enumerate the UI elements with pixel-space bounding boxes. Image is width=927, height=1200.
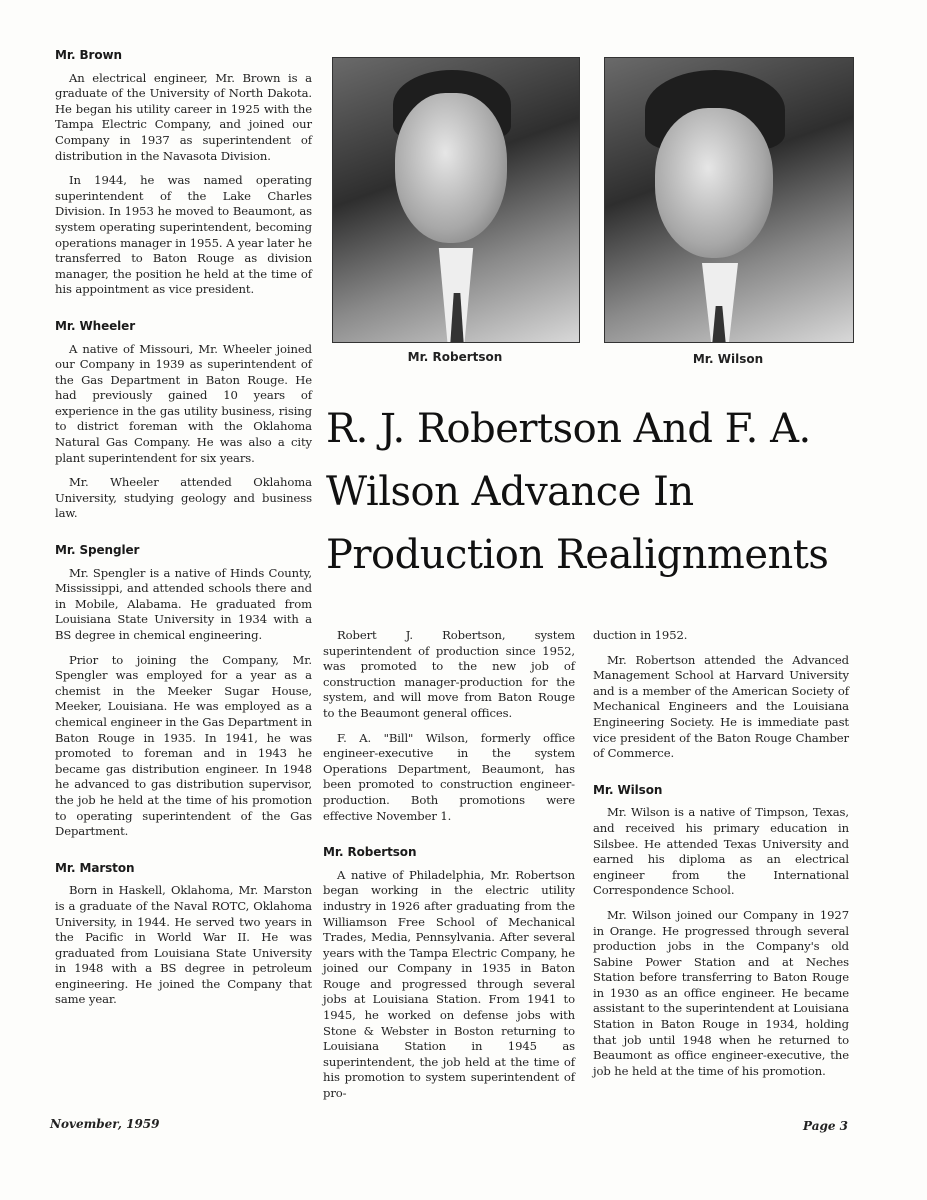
page-number: Page 3 xyxy=(803,1119,849,1133)
section-heading-wheeler: Mr. Wheeler xyxy=(55,318,136,333)
section-heading-robertson: Mr. Robertson xyxy=(323,845,417,860)
photo-wilson xyxy=(604,57,854,343)
issue-date: November, 1959 xyxy=(50,1117,160,1131)
middle-column xyxy=(323,628,575,1111)
paragraph: A native of Philadelphia, Mr. Robertson began working in the electric utility industry in 1926 after graduating from the Williamson Free School of Mechanical Trades, Media, Pennsylvania. After several years with the Tampa Electric Company, he joined our Company in 1935 in Baton Rouge and progressed through several jobs at Louisiana Station. From 1941 to 1945, he worked on defense jobs with Stone & Webster in Boston returning to Louisiana Station in 1945 as superintendent, the job held at the time of his promotion to system superintendent of pro- xyxy=(323,867,575,1101)
paragraph: F. A. "Bill" Wilson, formerly office engineer-executive in the system Operations Department, Beaumont, has been promoted to construction engineer-production. Both promotions were effective November 1. xyxy=(323,730,575,823)
headline: R. J. Robertson And F. A. Wilson Advance In Production Realignments xyxy=(326,406,829,578)
photo-robertson xyxy=(332,57,580,343)
caption-wilson: Mr. Wilson xyxy=(692,352,764,366)
paragraph: Mr. Wilson is a native of Timpson, Texas, and received his primary education in Silsbee. He attended Texas University and earned his diploma as an electrical engineer from the International Correspondence School. xyxy=(593,805,849,898)
paragraph: In 1944, he was named operating superintendent of the Lake Charles Division. In 1953 he moved to Beaumont, as system operating superintendent, becoming operations manager in 1955. A year later he transferred to Baton Rouge as division manager, the position he held at the time of his appointment as vice president. xyxy=(55,173,312,297)
paragraph: Born in Haskell, Oklahoma, Mr. Marston is a graduate of the Naval ROTC, Oklahoma University, in 1944. He served two years in the Pacific in World War II. He was graduated from Louisiana State University in 1948 with a BS degree in petroleum engineering. He joined the Company that same year. xyxy=(55,883,312,1007)
section-heading-brown: Mr. Brown xyxy=(55,48,122,62)
section-heading-marston: Mr. Marston xyxy=(55,860,135,875)
paragraph: A native of Missouri, Mr. Wheeler joined our Company in 1939 as superintendent of the Gas Department in Baton Rouge. He had previously gained 10 years of experience in the gas utility business, rising to district foreman with the Oklahoma Natural Gas Company. He was also a city plant superintendent for six years. xyxy=(55,341,312,465)
paragraph: Mr. Robertson attended the Advanced Management School at Harvard University and is a member of the American Society of Mechanical Engineers and the Louisiana Engineering Society. He is immediate past vice president of the Baton Rouge Chamber of Commerce. xyxy=(593,652,849,761)
caption-robertson: Mr. Robertson xyxy=(407,350,503,364)
right-column xyxy=(593,628,849,1088)
paragraph: An electrical engineer, Mr. Brown is a graduate of the University of North Dakota. He began his utility career in 1925 with the Tampa Electric Company, and joined our Company in 1937 as superintendent of distribution in the Navasota Division. xyxy=(55,70,312,163)
paragraph: Mr. Wilson joined our Company in 1927 in Orange. He progressed through several production jobs in the Company's old Sabine Power Station and at Neches Station before transferring to Baton Rouge in 1930 as an office engineer. He became assistant to the superintendent at Louisiana Station in Baton Rouge in 1934, holding that job until 1948 when he returned to Beaumont as office engineer-executive, the job he held at the time of his promotion. xyxy=(593,907,849,1078)
paragraph: duction in 1952. xyxy=(593,628,688,642)
paragraph: Mr. Spengler is a native of Hinds County, Mississippi, and attended schools there and in Mobile, Alabama. He graduated from Louisiana State University in 1934 with a BS degree in chemical engineering. xyxy=(55,565,312,642)
left-column xyxy=(55,48,312,1017)
paragraph: Robert J. Robertson, system superintendent of production since 1952, was promoted to the new job of construction manager-production for the system, and will move from Baton Rouge to the Beaumont general offices. xyxy=(323,628,575,720)
paragraph: Prior to joining the Company, Mr. Spengler was employed for a year as a chemist in the Meeker Sugar House, Meeker, Louisiana. He was employed as a chemical engineer in the Gas Department in Baton Rouge in 1935. In 1941, he was promoted to foreman and in 1943 he became gas distribution engineer. In 1948 he advanced to gas distribution supervisor, the job he held at the time of his promotion to operating superintendent of the Gas Department. xyxy=(55,652,312,839)
section-heading-spengler: Mr. Spengler xyxy=(55,543,140,558)
section-heading-wilson: Mr. Wilson xyxy=(593,782,663,797)
paragraph: Mr. Wheeler attended Oklahoma University, studying geology and business law. xyxy=(55,475,312,521)
